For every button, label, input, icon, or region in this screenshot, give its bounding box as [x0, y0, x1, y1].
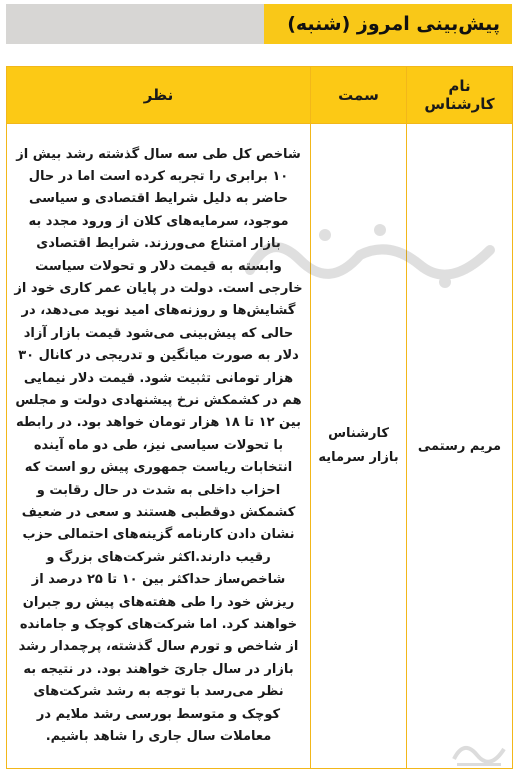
forecast-table	[6, 66, 513, 769]
expert-name-cell: مریم رستمی	[407, 124, 513, 769]
table-row	[7, 124, 513, 769]
title-accent	[264, 4, 512, 44]
title-bar	[6, 4, 512, 44]
header-expert-name: نام کارشناس	[407, 67, 513, 124]
page-title: پیش‌بینی امروز (شنبه)	[287, 13, 500, 35]
table-header-row	[7, 67, 513, 124]
header-opinion: نظر	[7, 67, 311, 124]
opinion-cell: شاخص کل طی سه سال گذشته رشد بیش از ۱۰ برابری را تجربه کرده است اما در حال حاضر به دلیل شرایط اقتصادی و سیاسی موجود، سرمایه‌های کلان از ورود مجدد به بازار امتناع می‌ورزند. شرایط اقتصادی وابسته به قیمت دلار و تحولات سیاست خارجی است. دولت در پایان عمر کاری خود از گشایش‌ها و روزنه‌های امید نوید می‌دهد، در حالی که پیش‌بینی می‌شود قیمت بازار آزاد دلار به صورت میانگین و تدریجی در کانال ۳۰ هزار تومانی تثبیت شود. قیمت دلار نیمایی هم در کشمکش نرخ پیشنهادی دولت و مجلس بین ۱۲ تا ۱۸ هزار تومان خواهد بود. در رابطه با تحولات سیاسی نیز، طی دو ماه آینده انتخابات ریاست جمهوری پیش رو است که احزاب داخلی به شدت در حال رقابت و کشمکش دوقطبی هستند و سعی در ضعیف نشان دادن کارنامه گزینه‌های احتمالی حزب رقیب دارند.اکثر شرکت‌های بزرگ و شاخص‌ساز حداکثر بین ۱۰ تا ۲۵ درصد از ریزش خود را طی هفته‌های پیش رو جبران خواهند کرد. اما شرکت‌های کوچک و جامانده از شاخص و تورم سال گذشته، پرچمدار رشد بازار در سال جاریَ خواهند بود. در نتیجه به نظر می‌رسد با توجه به رشد شرکت‌های کوچک و متوسط بورسی رشد ملایم در معاملات سال جاری را شاهد باشیم.	[7, 124, 311, 769]
header-position: سمت	[311, 67, 407, 124]
position-cell: کارشناس بازار سرمایه	[311, 124, 407, 769]
